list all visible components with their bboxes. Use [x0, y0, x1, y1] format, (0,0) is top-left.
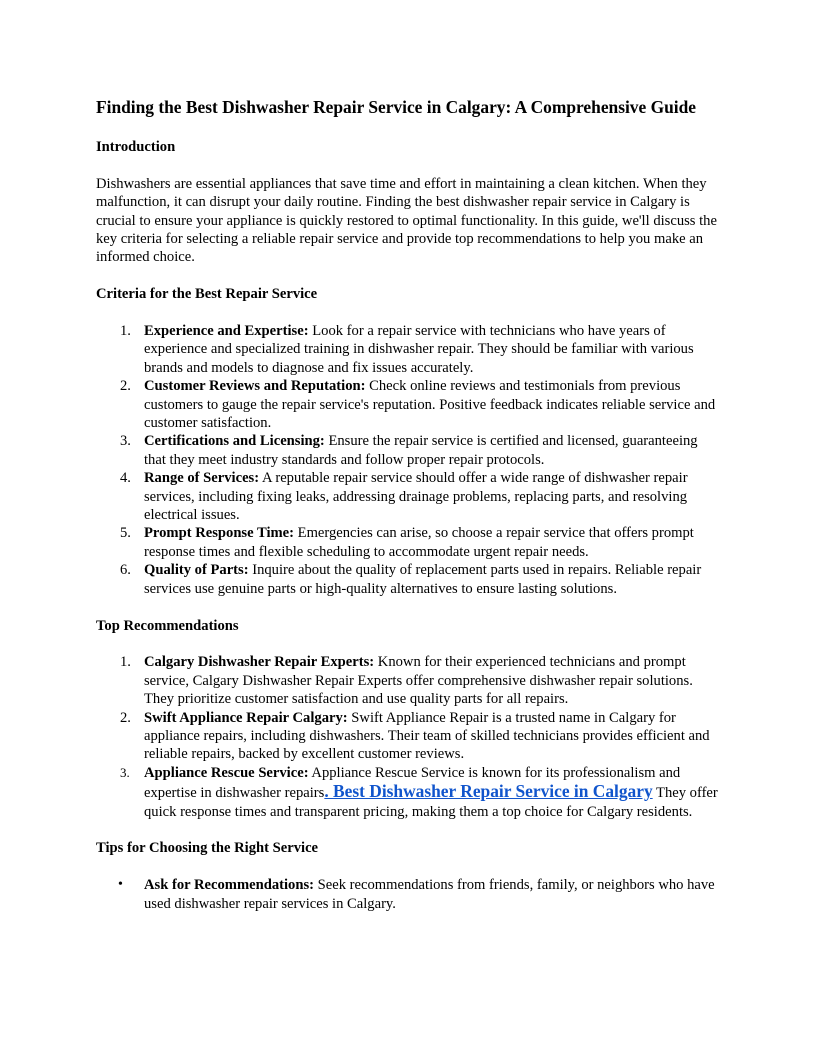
item-text: Appliance Rescue Service is known for its professionalism and expertise in dishwasher repairs	[144, 764, 681, 802]
list-item	[96, 469, 722, 524]
list-number: 2.	[120, 378, 131, 395]
introduction-body: Dishwashers are essential appliances that save time and effort in maintaining a clean kitchen. When they malfunction, it can disrupt your daily routine. Finding the best dishwasher repair service in Calgary is crucial to ensure your appliance is quickly restored to optimal functionality. In this guide, we'll discuss the key criteria for selecting a reliable repair service and provide top recommendations to help you make an informed choice.	[96, 175, 717, 266]
list-item	[96, 322, 722, 377]
list-item	[96, 709, 722, 764]
list-number: 2.	[120, 709, 131, 726]
criteria-list	[96, 322, 722, 598]
item-text-after: They offer quick response times and transparent pricing, making them a top choice for Calgary residents.	[144, 785, 718, 820]
list-number: 5.	[120, 525, 131, 542]
list-number: 3.	[120, 433, 131, 450]
item-text: Swift Appliance Repair is a trusted name in Calgary for appliance repairs, including dishwashers. Their team of skilled technicians provides efficient and reliable repairs, backed by excellent customer reviews.	[144, 709, 710, 763]
bullet-icon: •	[118, 877, 123, 893]
item-text: A reputable repair service should offer a wide range of dishwasher repair services, including fixing leaks, addressing drainage problems, replacing parts, and resolving electrical issues.	[144, 470, 688, 524]
best-dishwasher-repair-link[interactable]: . Best Dishwasher Repair Service in Calgary	[324, 781, 653, 802]
list-number: 1.	[120, 323, 131, 340]
item-text: Emergencies can arise, so choose a repair service that offers prompt response times and flexible scheduling to accommodate urgent repair needs.	[144, 525, 694, 560]
item-lead: Experience and Expertise:	[144, 323, 309, 340]
item-lead: Quality of Parts:	[144, 562, 249, 579]
item-lead: Prompt Response Time:	[144, 525, 294, 542]
recommendations-heading: Top Recommendations	[96, 617, 239, 634]
list-item	[96, 876, 722, 913]
list-item	[96, 561, 722, 598]
list-item	[96, 524, 722, 561]
tips-list	[96, 876, 722, 913]
criteria-heading: Criteria for the Best Repair Service	[96, 286, 318, 303]
item-lead: Swift Appliance Repair Calgary:	[144, 709, 348, 726]
item-text: Inquire about the quality of replacement parts used in repairs. Reliable repair services use genuine parts or high-quality alternatives to ensure lasting solutions.	[144, 562, 702, 597]
recommendations-list	[96, 653, 722, 821]
item-lead: Ask for Recommendations:	[144, 877, 314, 894]
item-lead: Appliance Rescue Service:	[144, 764, 309, 781]
item-lead: Range of Services:	[144, 470, 260, 487]
item-lead: Customer Reviews and Reputation:	[144, 378, 366, 395]
list-number: 6.	[120, 562, 131, 579]
document-page	[96, 96, 722, 913]
list-number: 4.	[120, 470, 131, 487]
list-item	[96, 377, 722, 432]
item-text: Known for their experienced technicians and prompt service, Calgary Dishwasher Repair Experts offer comprehensive dishwasher repair solutions. They prioritize customer satisfaction and use quality parts for all repairs.	[144, 654, 693, 708]
list-item	[96, 432, 722, 469]
introduction-heading: Introduction	[96, 139, 176, 155]
item-text: Check online reviews and testimonials from previous customers to gauge the repair service's reputation. Positive feedback indicates reliable service and customer satisfaction.	[144, 378, 716, 432]
list-item	[96, 653, 722, 708]
item-text: Seek recommendations from friends, family, or neighbors who have used dishwasher repair services in Calgary.	[144, 877, 715, 912]
item-lead: Calgary Dishwasher Repair Experts:	[144, 654, 375, 671]
tips-heading: Tips for Choosing the Right Service	[96, 840, 319, 857]
document-title: Finding the Best Dishwasher Repair Service in Calgary: A Comprehensive Guide	[96, 97, 696, 117]
item-lead: Certifications and Licensing:	[144, 433, 325, 450]
list-number: 3.	[120, 764, 130, 780]
list-item	[96, 764, 722, 821]
item-text: Ensure the repair service is certified and licensed, guaranteeing that they meet industry standards and follow proper repair protocols.	[144, 433, 698, 468]
list-number: 1.	[120, 654, 131, 671]
item-text: Look for a repair service with technicians who have years of experience and specialized training in dishwasher repair. They should be familiar with various brands and models to diagnose and fix issues accurately.	[144, 323, 694, 376]
